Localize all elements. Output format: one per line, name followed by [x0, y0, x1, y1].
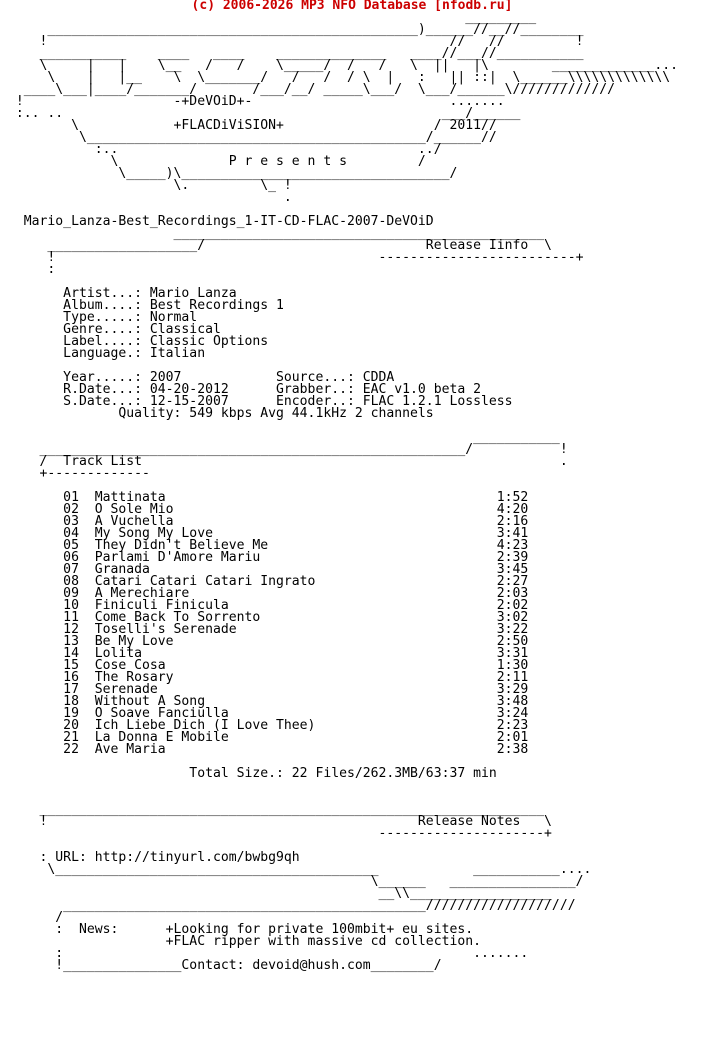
nfo-line: : URL: http://tinyurl.com/bwbg9qh — [8, 850, 300, 865]
nfo-line: +FLAC ripper with massive cd collection. — [8, 934, 481, 949]
nfo-line: ______________________________________________/////////////////// — [8, 898, 576, 913]
nfo-line: : ....... — [8, 946, 529, 961]
nfo-line: 16 The Rosary 2:11 — [8, 670, 529, 685]
nfo-line: ! // // ! — [8, 34, 584, 49]
nfo-line: 20 Ich Liebe Dich (I Love Thee) 2:23 — [8, 718, 529, 733]
nfo-line: _________ — [8, 10, 545, 25]
nfo-line: 14 Lolita 3:31 — [8, 646, 529, 661]
nfo-line: _______________________________________________ — [8, 226, 545, 241]
nfo-line: / Track List . — [8, 454, 568, 469]
nfo-line: \___________________________________________/______// — [8, 130, 497, 145]
nfo-line: \______ ________________/ — [8, 874, 584, 889]
nfo-line: . — [8, 190, 292, 205]
nfo-line: ___________ ____ ____ ______________ ____//___//___________ — [8, 46, 584, 61]
nfo-line — [8, 780, 678, 792]
nfo-line: ______________________________________________________/ ! — [8, 442, 568, 457]
nfo-line: 12 Toselli's Serenade 3:22 — [8, 622, 529, 637]
nfo-line: \ | | \__ / / \_____/ / / \ || |\ _____________... — [8, 58, 679, 73]
nfo-line: :.. ../ — [8, 142, 442, 157]
site-header: (c) 2006-2026 MP3 NFO Database [nfodb.ru] — [191, 0, 513, 13]
nfo-line: \ +FLACDiViSION+ / 2011// — [8, 118, 497, 133]
nfo-line: !_______________Contact: devoid@hush.com________/ — [8, 958, 442, 973]
nfo-line: R.Date...: 04-20-2012 Grabber..: EAC v1.0 beta 2 — [8, 382, 481, 397]
nfo-line: ! -+DeVOiD+- ....... — [8, 94, 505, 109]
nfo-line: 08 Catari Catari Catari Ingrato 2:27 — [8, 574, 529, 589]
nfo-text — [8, 12, 678, 972]
nfo-line: 01 Mattinata 1:52 — [8, 490, 529, 505]
nfo-line: \_____)\__________________________________/ — [8, 166, 458, 181]
nfo-line: ___________________/ Release Iinfo \ — [8, 238, 552, 253]
nfo-line: \ | |__ \ \_______/ / / / \ | : || ::| \______\\\\\\\\\\\\\ — [8, 70, 671, 85]
nfo-line: 21 La Donna E Mobile 2:01 — [8, 730, 529, 745]
nfo-line: ---------------------+ — [8, 826, 552, 841]
nfo-line: :.. .. ___/______ — [8, 106, 521, 121]
nfo-line: Artist...: Mario Lanza — [8, 286, 237, 301]
nfo-line: 18 Without A Song 3:48 — [8, 694, 529, 709]
nfo-line: 04 My Song My Love 3:41 — [8, 526, 529, 541]
nfo-line: Language.: Italian — [8, 346, 206, 361]
nfo-line: Album....: Best Recordings 1 — [8, 298, 284, 313]
nfo-line: 03 A Vuchella 2:16 — [8, 514, 529, 529]
nfo-line: ___________ — [8, 430, 560, 445]
nfo-line: 09 A Merechiare 2:03 — [8, 586, 529, 601]
nfo-line: 13 Be My Love 2:50 — [8, 634, 529, 649]
nfo-line: 05 They Didn't Believe Me 4:23 — [8, 538, 529, 553]
nfo-line: Genre....: Classical — [8, 322, 221, 337]
nfo-line: Total Size.: 22 Files/262.3MB/63:37 min — [8, 766, 497, 781]
nfo-line: Type.....: Normal — [8, 310, 198, 325]
nfo-line: \ P r e s e n t s / — [8, 154, 426, 169]
nfo-line: \. \_ ! — [8, 178, 292, 193]
nfo-line: 06 Parlami D'Amore Mariu 2:39 — [8, 550, 529, 565]
nfo-line: Year.....: 2007 Source...: CDDA — [8, 370, 395, 385]
nfo-line: 11 Come Back To Sorrento 3:02 — [8, 610, 529, 625]
nfo-line: 07 Granada 3:45 — [8, 562, 529, 577]
nfo-line: 17 Serenade 3:29 — [8, 682, 529, 697]
nfo-line: ! Release Notes \ — [8, 814, 552, 829]
nfo-line: Quality: 549 kbps Avg 44.1kHz 2 channels — [8, 406, 434, 421]
nfo-line: Label....: Classic Options — [8, 334, 269, 349]
nfo-line: / — [8, 910, 64, 925]
nfo-line: __\\__________________ — [8, 886, 552, 901]
nfo-line: 10 Finiculi Finicula 2:02 — [8, 598, 529, 613]
nfo-line: 02 O Sole Mio 4:20 — [8, 502, 529, 517]
nfo-line: 22 Ave Maria 2:38 — [8, 742, 529, 757]
nfo-line: ! -------------------------+ — [8, 250, 584, 265]
nfo-line: ________________________________________________________________ — [8, 802, 545, 817]
nfo-line: : News: +Looking for private 100mbit+ eu sites. — [8, 922, 474, 937]
nfo-line: 15 Cose Cosa 1:30 — [8, 658, 529, 673]
nfo-line: 19 O Soave Fanciulla 3:24 — [8, 706, 529, 721]
nfo-line: \_________________________________________ ___________.... — [8, 862, 592, 877]
nfo-line: Mario_Lanza-Best_Recordings_1-IT-CD-FLAC-2007-DeVOiD — [8, 214, 434, 229]
nfo-line: +------------- — [8, 466, 150, 481]
nfo-line: S.Date...: 12-15-2007 Encoder..: FLAC 1.2.1 Lossless — [8, 394, 513, 409]
nfo-line: ____\___|____/_______/ /___/__/ _____\___/ \___/______\///////////// — [8, 82, 615, 97]
nfo-line: : — [8, 262, 56, 277]
nfo-line: _______________________________________________)______//__//________ — [8, 22, 584, 37]
